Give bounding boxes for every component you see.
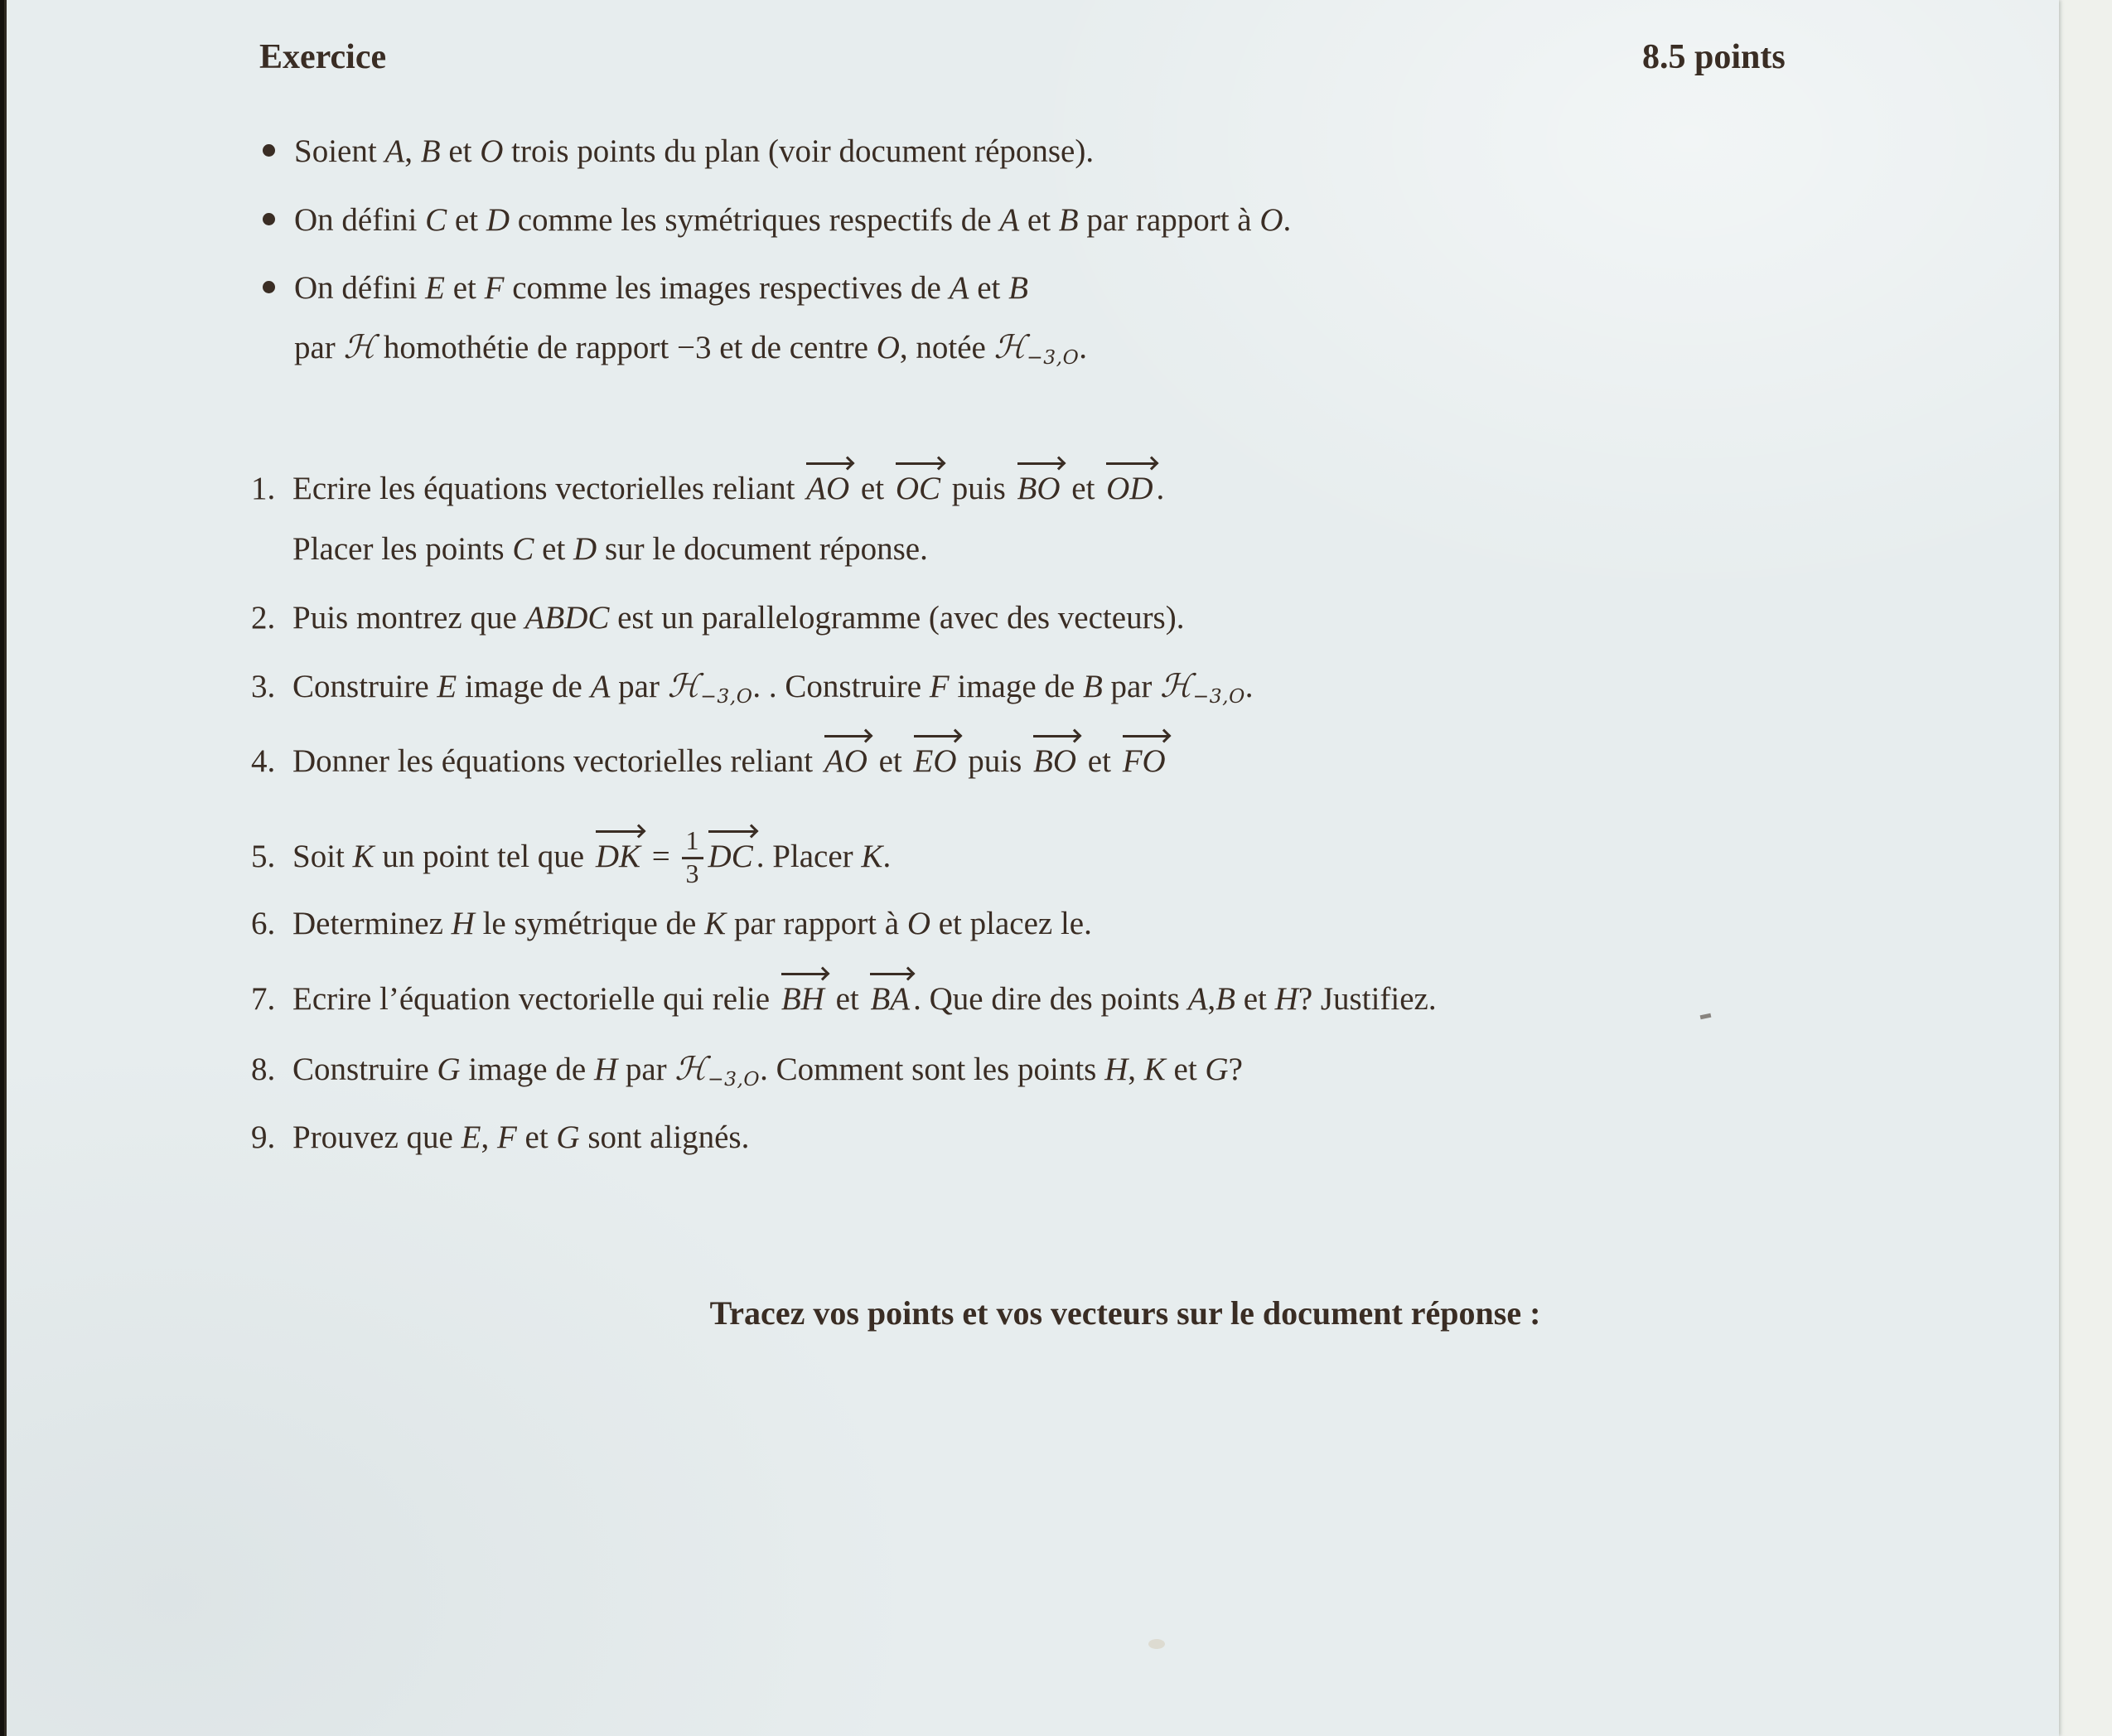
math-var: B — [1058, 202, 1079, 238]
math-var: E — [437, 669, 457, 704]
question-line — [251, 668, 1254, 708]
math-var: O — [906, 906, 930, 941]
math-var: K — [352, 838, 375, 874]
scan-smudge — [1148, 1639, 1165, 1649]
math-var: E — [461, 1119, 481, 1155]
math-var: B — [1215, 981, 1235, 1017]
question-text: Soit K un point tel que DK = $\frac{1}{3}$ DC . Placer K. — [292, 826, 892, 888]
math-var: O — [1259, 202, 1283, 238]
question-line — [251, 980, 1437, 1018]
homothety-symbol: ℋ — [343, 329, 376, 366]
homothety-subscript: −3,O — [1027, 346, 1080, 370]
vector-DK — [596, 838, 640, 876]
vector-BO — [1033, 742, 1076, 781]
math-var: C — [425, 202, 447, 238]
math-var: A — [949, 270, 969, 306]
bullet-text: On défini C et D comme les symétriques respectifs de A et B par rapport à O. — [294, 202, 1292, 238]
question-line — [251, 1051, 1243, 1091]
question-number: 3. — [251, 669, 276, 704]
math-var: A — [384, 133, 405, 169]
question-number: 5. — [251, 838, 276, 874]
points-label: 8.5 points — [1642, 38, 1786, 76]
question-number: 7. — [251, 981, 276, 1017]
bullet-line — [263, 133, 1094, 171]
question-line — [251, 599, 1184, 637]
question-number: 2. — [251, 600, 276, 636]
vector-BO — [1017, 470, 1061, 508]
bullet-icon — [263, 213, 275, 225]
math-var: G — [1205, 1052, 1229, 1087]
vector-OC — [896, 470, 940, 508]
vector-label: FO — [1122, 743, 1166, 779]
question-text: Construire E image de A par ℋ$_{-3,O}$. . Construire F image de B par ℋ$_{-3,O}$. — [292, 668, 1254, 708]
question-number: 4. — [251, 743, 276, 779]
math-var: F — [496, 1119, 517, 1155]
question-text: Donner les équations vectorielles reliant AO et EO puis BO et FO — [292, 743, 1169, 779]
math-var: A — [1187, 981, 1208, 1017]
vector-label: BH — [781, 981, 824, 1017]
math-var: B — [1082, 669, 1103, 704]
math-var: A — [590, 669, 611, 704]
scan-left-edge — [0, 0, 7, 1736]
fraction-numerator: 1 — [682, 827, 703, 859]
question-line — [251, 826, 892, 890]
bullet-text: On défini E et F comme les images respectives de A et B — [294, 270, 1028, 306]
vector-label: BO — [1033, 743, 1077, 779]
question-text: Prouvez que E, F et G sont alignés. — [292, 1119, 750, 1155]
bullet-icon — [263, 281, 275, 293]
bullet-line — [263, 201, 1291, 239]
math-var: K — [1143, 1052, 1166, 1087]
homothety-symbol: ℋ$_{-3,O}$ — [993, 329, 1080, 370]
vector-FO — [1123, 742, 1166, 781]
math-var: D — [486, 202, 510, 238]
vector-label: BO — [1017, 471, 1061, 506]
vector-label: EO — [913, 743, 957, 779]
question-text: Ecrire l’équation vectorielle qui relie BH et BA . Que dire des points A,B et H? Justifiez. — [292, 981, 1437, 1017]
vector-AO — [806, 470, 849, 508]
math-var: O — [480, 133, 504, 169]
question-text: Placer les points C et D sur le document réponse. — [292, 531, 928, 567]
math-var: K — [704, 906, 727, 941]
bullet-text: Soient A, B et O trois points du plan (voir document réponse). — [294, 133, 1095, 169]
question-number: 9. — [251, 1119, 276, 1155]
vector-label: DK — [595, 838, 641, 874]
math-var: F — [929, 669, 950, 704]
math-var: B — [420, 133, 441, 169]
question-line — [251, 1119, 749, 1157]
vector-label: DC — [708, 838, 753, 874]
question-text: Determinez H le symétrique de K par rapport à O et placez le. — [292, 906, 1092, 941]
exercise-title: Exercice — [259, 38, 387, 76]
math-var: D — [573, 531, 597, 567]
vector-EO — [914, 742, 957, 781]
homothety-symbol: ℋ$_{-3,O}$ — [667, 668, 753, 708]
math-var: ABDC — [524, 600, 610, 636]
question-line — [292, 530, 928, 568]
vector-AO — [824, 742, 868, 781]
question-text: Puis montrez que ABDC est un parallelogramme (avec des vecteurs). — [292, 600, 1185, 636]
homothety-symbol: ℋ$_{-3,O}$ — [1160, 668, 1245, 708]
question-number: 1. — [251, 471, 276, 506]
bullet-line — [263, 269, 1028, 307]
math-var: H — [593, 1052, 618, 1087]
math-var: E — [425, 270, 445, 306]
vector-BH — [781, 980, 824, 1018]
question-line — [251, 470, 1164, 508]
math-var: A — [999, 202, 1020, 238]
vector-label: BA — [870, 981, 911, 1017]
homothety-subscript: −3,O — [700, 684, 753, 708]
math-var: H — [451, 906, 475, 941]
vector-BA — [870, 980, 910, 1018]
question-line — [251, 742, 1169, 781]
math-var: G — [556, 1119, 580, 1155]
math-var: G — [437, 1052, 461, 1087]
math-var: B — [1008, 270, 1028, 306]
math-var: H — [1104, 1052, 1128, 1087]
vector-label: AO — [806, 471, 850, 506]
fraction-denominator: 3 — [685, 858, 699, 888]
fraction-1-3 — [682, 827, 703, 888]
math-var: C — [512, 531, 534, 567]
homothety-symbol: ℋ$_{-3,O}$ — [674, 1051, 761, 1091]
bullet-text: par ℋ homothétie de rapport −3 et de centre O, notée ℋ$_{-3,O}$. — [294, 329, 1087, 370]
math-var: K — [861, 838, 883, 874]
homothety-subscript: −3,O — [1192, 684, 1245, 708]
question-text: Ecrire les équations vectorielles reliant AO et OC puis BO et OD . — [292, 471, 1164, 506]
question-text: Construire G image de H par ℋ$_{-3,O}$. Comment sont les points H, K et G? — [292, 1051, 1243, 1091]
question-line — [251, 905, 1092, 943]
math-var: O — [876, 330, 900, 365]
bullet-line — [294, 329, 1087, 370]
homothety-subscript: −3,O — [707, 1067, 761, 1091]
bullet-icon — [263, 144, 275, 157]
vector-label: OD — [1106, 471, 1153, 506]
vector-DC — [708, 838, 753, 876]
footer-instruction: Tracez vos points et vos vecteurs sur le document réponse : — [709, 1294, 1541, 1332]
question-number: 8. — [251, 1052, 276, 1087]
question-number: 6. — [251, 906, 276, 941]
math-var: H — [1274, 981, 1298, 1017]
vector-label: OC — [895, 471, 940, 506]
vector-label: AO — [824, 743, 868, 779]
vector-OD — [1106, 470, 1153, 508]
math-var: F — [484, 270, 505, 306]
